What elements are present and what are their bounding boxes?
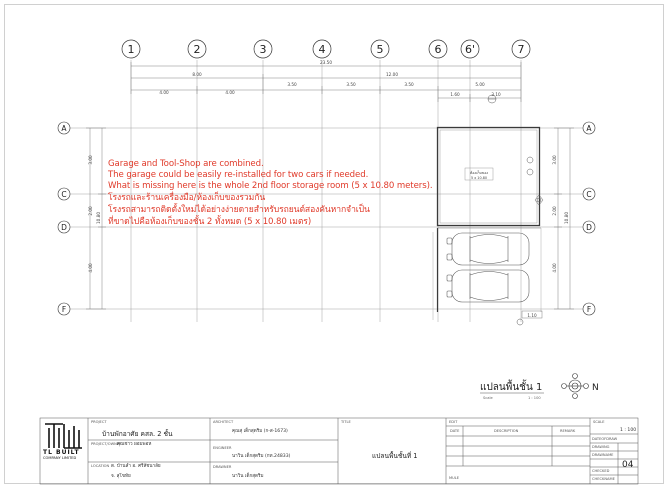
annotation-line-3: What is missing here is the whole 2nd floor storage room (5 x 10.80 meters). bbox=[108, 181, 433, 191]
annotation-line-1: Garage and Tool-Shop are combined. bbox=[108, 159, 264, 169]
sheet-number: 04 bbox=[622, 460, 634, 470]
north-label: N bbox=[592, 383, 599, 393]
drawing-label: DRAWING bbox=[592, 445, 610, 449]
project-value: บ้านพักอาศัย คสล. 2 ชั้น bbox=[102, 430, 173, 438]
dim-right: 3.00 bbox=[552, 155, 557, 165]
dim-right: 2.00 bbox=[552, 206, 557, 216]
dim-top-left: 8.00 bbox=[192, 72, 202, 77]
dim-sub: 5.00 bbox=[475, 82, 485, 87]
north-arrow-icon bbox=[562, 374, 589, 399]
grid-label-col: 3 bbox=[259, 43, 267, 56]
company-name: TL BUILT bbox=[43, 449, 80, 456]
architect-label: ARCHITECT bbox=[213, 420, 234, 424]
grid-label-row: D bbox=[586, 223, 592, 232]
grid-label-row: D bbox=[61, 223, 67, 232]
owner-label: PROJECT/OWNER bbox=[91, 442, 122, 446]
dim-sub: 3.50 bbox=[287, 82, 297, 87]
owner-value: คุณชาว ผอมพอห bbox=[117, 442, 152, 447]
location-label: LOCATION bbox=[91, 464, 110, 468]
grid-label-row: A bbox=[586, 124, 592, 133]
room-tag: ห้องเก็บของ bbox=[469, 171, 489, 175]
date-label: DATE bbox=[450, 429, 460, 433]
drawner-value: นาวิน เด็กสุดริม bbox=[232, 474, 264, 479]
drawner-label: DRAWNER bbox=[213, 465, 232, 469]
grid-label-row: F bbox=[586, 305, 592, 314]
annotation-line-5: โรงรถสามารถติดตั้งใหม่ได้อย่างง่ายดายสำหรับรถยนต์สองคันหากจำเป็น bbox=[108, 205, 370, 215]
sheet-border bbox=[5, 5, 664, 484]
top-dimension-lines bbox=[131, 62, 521, 102]
dim-left-total: 10.80 bbox=[96, 212, 101, 224]
location-value-2: จ. สุโขทัย bbox=[111, 474, 131, 479]
annotation-line-2: The garage could be easily re-installed for two cars if needed. bbox=[108, 170, 369, 180]
dim-top-right: 12.00 bbox=[386, 72, 398, 77]
dim-left: 3.00 bbox=[88, 155, 93, 165]
room-size: 5 x 10.80 bbox=[470, 176, 488, 180]
dim-sub: 3.50 bbox=[404, 82, 414, 87]
dim-right: 4.00 bbox=[552, 263, 557, 273]
dim-left: 2.00 bbox=[88, 206, 93, 216]
annotation-line-6: ที่ขาดไปคือห้องเก็บของชั้น 2 ทั้งหมด (5 x 10.80 เมตร) bbox=[108, 217, 312, 227]
dim-sub2: 3.10 bbox=[491, 92, 501, 97]
grid-label-col: 4 bbox=[318, 43, 326, 56]
dim-sub2: 1.60 bbox=[450, 92, 460, 97]
dim-sub: 3.50 bbox=[346, 82, 356, 87]
grid-label-row: C bbox=[61, 190, 67, 199]
plan-scale-label: Scale bbox=[483, 396, 493, 400]
drawname-label: DRAWNAME bbox=[592, 453, 614, 457]
grid-label-col: 2 bbox=[193, 43, 201, 56]
grid-label-col: 1 bbox=[127, 43, 135, 56]
dim-total: 23.50 bbox=[320, 60, 332, 65]
scale-value: 1 : 100 bbox=[620, 428, 637, 433]
dim-sub: 4.00 bbox=[225, 90, 235, 95]
grid-label-col: 6 bbox=[434, 43, 442, 56]
company-subname: COMPANY LIMITED bbox=[43, 456, 77, 460]
architect-value: คุณสุ เด็กสุดริม (ก-ส-1673) bbox=[232, 429, 288, 434]
dim-small: 1.10 bbox=[527, 313, 537, 318]
plan-scale: 1 : 100 bbox=[528, 396, 541, 400]
plan-title: แปลนพื้นชั้น 1 bbox=[480, 382, 543, 393]
location-value-1: ต. บ้านลำ อ. ศรีสัชนาลัย bbox=[111, 464, 161, 469]
storage-room-walls bbox=[438, 128, 540, 226]
grid-label-row: F bbox=[61, 305, 67, 314]
engineer-label: ENGINEER bbox=[213, 446, 232, 450]
description-label: DESCRIPTION bbox=[494, 429, 519, 433]
annotation-line-4: โรงรถและร้านเครื่องมือ/ห้องเก็บของรวมกัน bbox=[108, 193, 266, 203]
checked-label: CHECKED bbox=[592, 469, 610, 473]
car-top bbox=[447, 233, 529, 265]
date-of-draw-label: DATEOFDRAW bbox=[592, 437, 618, 441]
grid-label-row: A bbox=[61, 124, 67, 133]
scale-label: SCALE bbox=[593, 420, 605, 424]
dim-sub: 4.00 bbox=[159, 90, 169, 95]
project-label: PROJECT bbox=[91, 420, 107, 424]
grid-label-row: C bbox=[586, 190, 592, 199]
checkname-label: CHECKNAME bbox=[592, 477, 615, 481]
car-bottom bbox=[447, 270, 529, 302]
title-label: TITLE bbox=[341, 420, 351, 424]
edit-label: EDIT bbox=[449, 420, 458, 424]
section-markers bbox=[488, 95, 543, 325]
grid-label-col: 7 bbox=[517, 43, 525, 56]
dim-left: 4.00 bbox=[88, 263, 93, 273]
engineer-value: นาวิน เด็กสุดริม (กท.24833) bbox=[232, 454, 291, 459]
company-logo-icon bbox=[45, 424, 82, 448]
mule-label: MULE bbox=[449, 476, 460, 480]
grid-label-col: 5 bbox=[376, 43, 384, 56]
title-value: แปลนพื้นชั้นที่ 1 bbox=[372, 452, 418, 460]
remark-label: REMARK bbox=[560, 429, 576, 433]
grid-label-col: 6' bbox=[464, 43, 476, 56]
dim-right-total: 10.80 bbox=[564, 212, 569, 224]
